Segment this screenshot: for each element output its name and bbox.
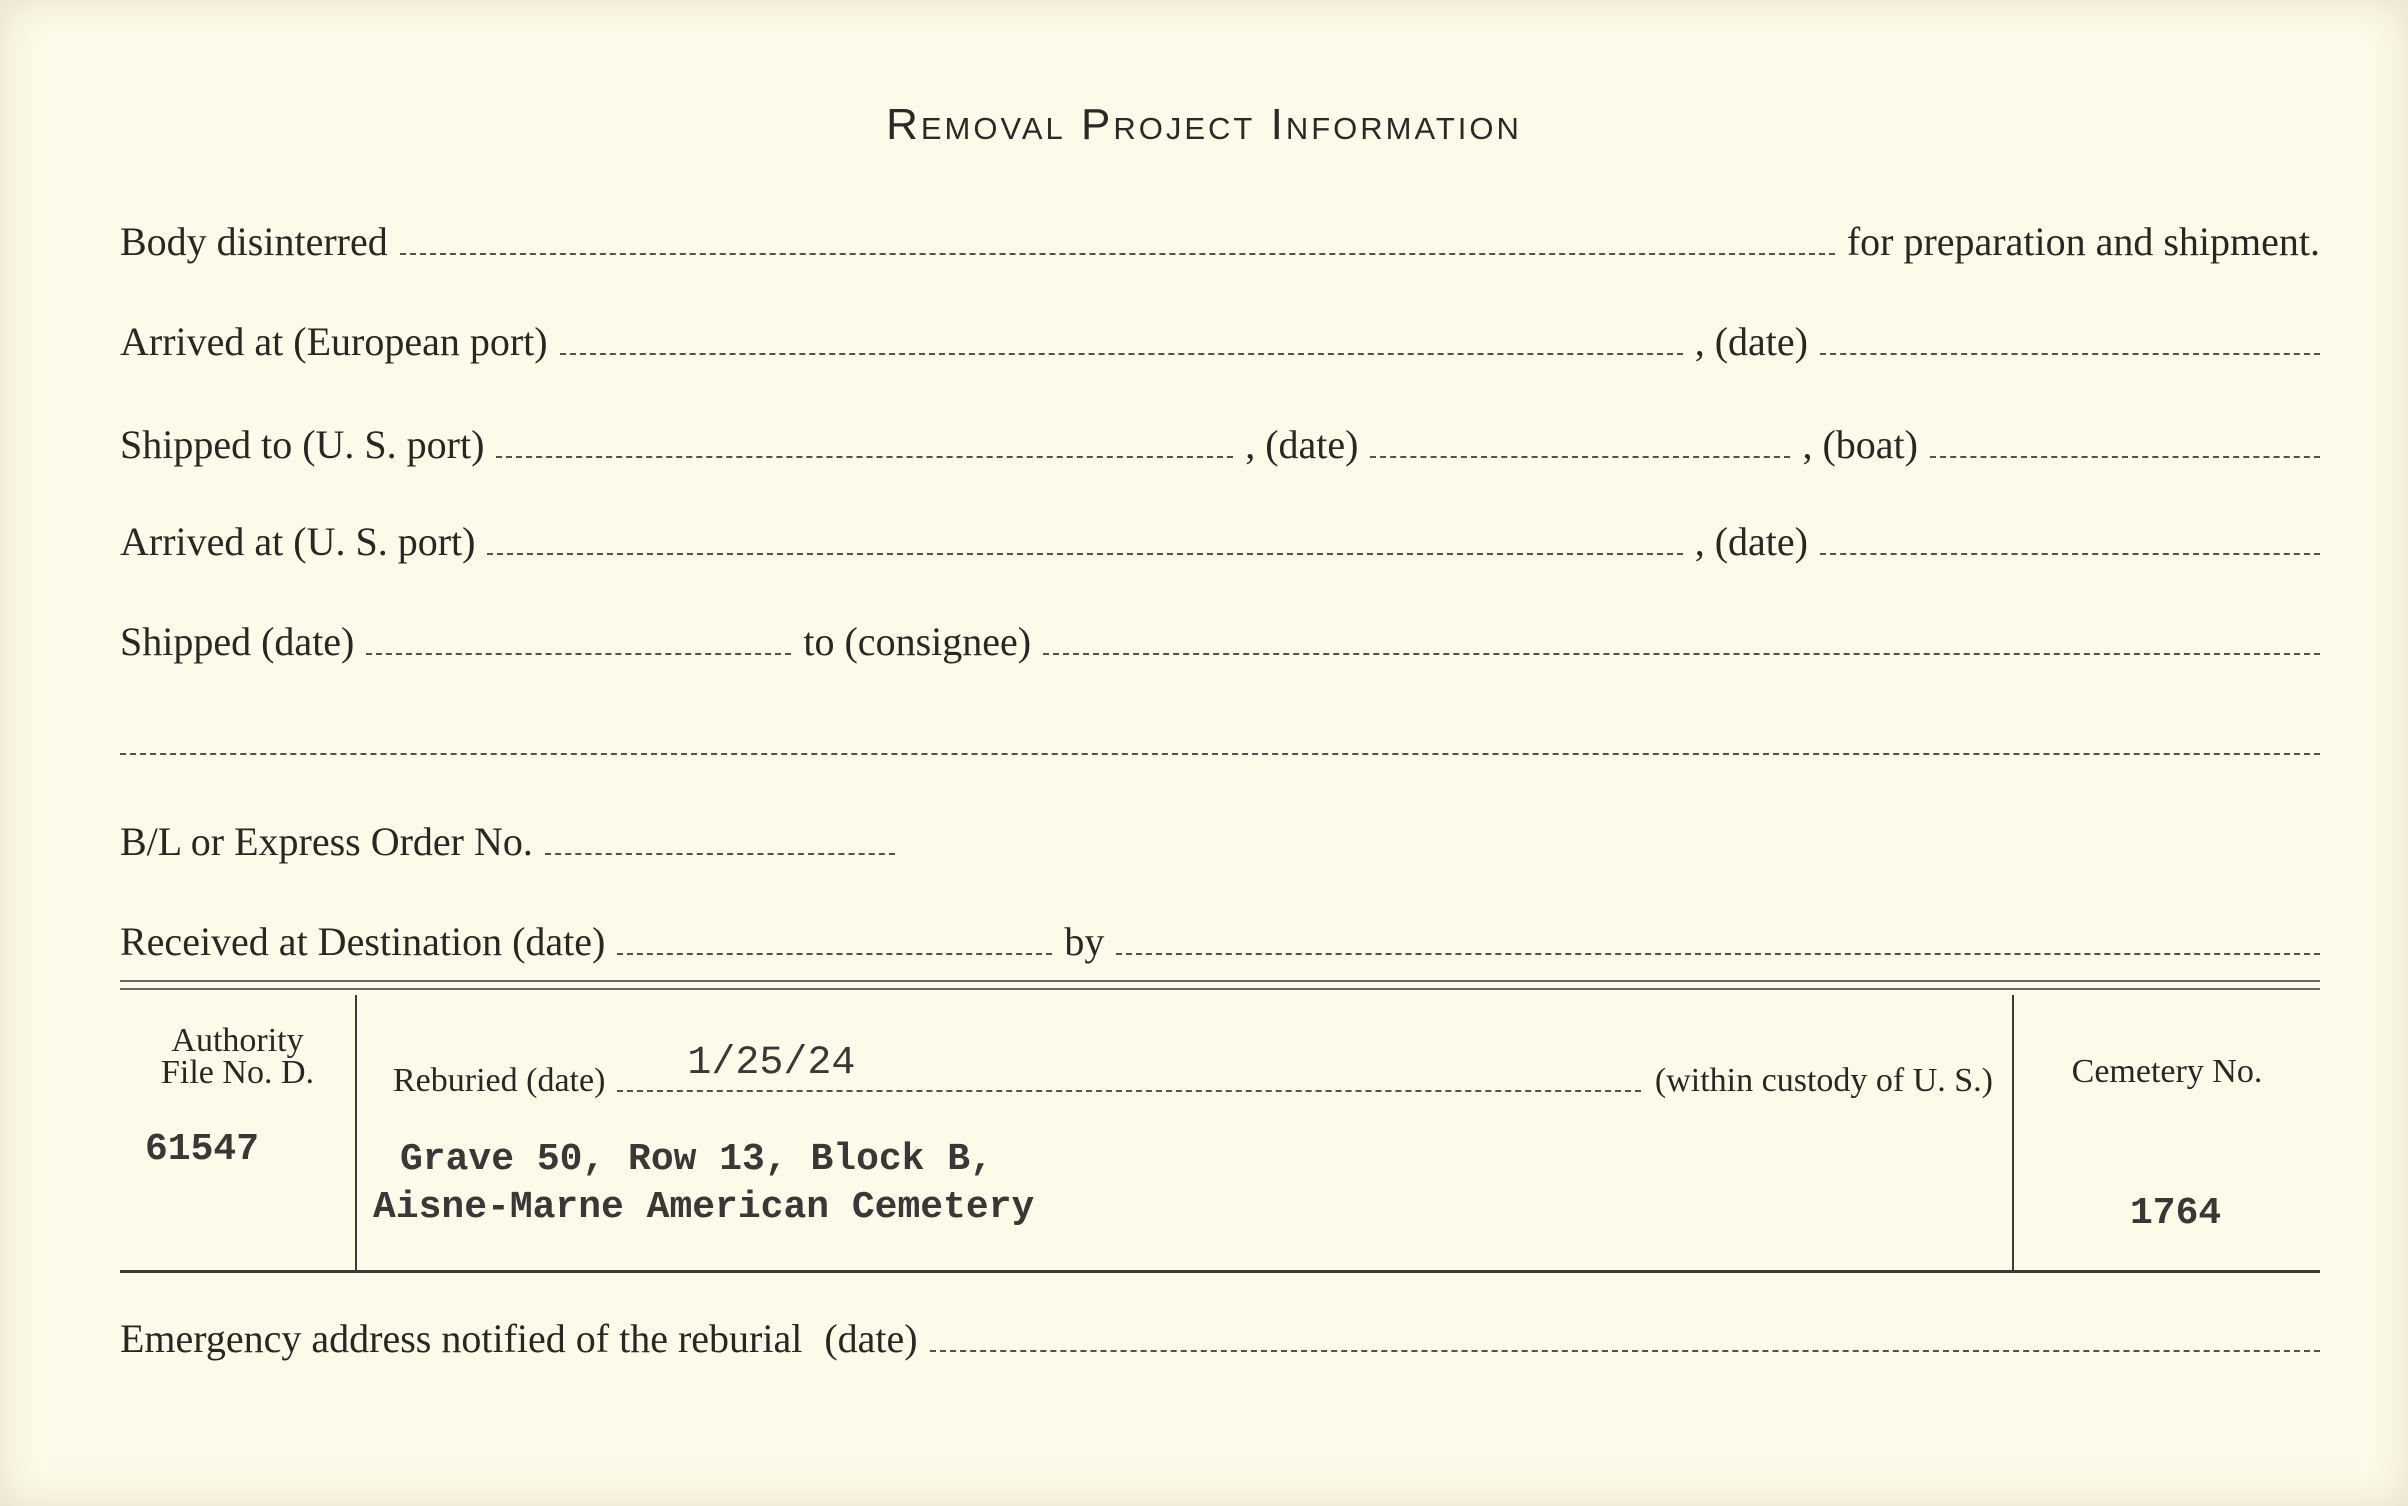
shipped-date-value-field[interactable] (366, 653, 791, 655)
grave-location-line-1: Grave 50, Row 13, Block B, (400, 1138, 993, 1181)
shipped-to-us-label: Shipped to (U. S. port) (120, 422, 485, 467)
arrived-european-row (120, 315, 2320, 365)
european-port-field[interactable] (560, 353, 1683, 355)
cemetery-number-label: Cemetery No. (2071, 1053, 2263, 1090)
shipped-date-field[interactable] (1370, 456, 1790, 458)
received-date-field[interactable] (617, 953, 1052, 955)
emergency-label: Emergency address notified of the reburial (120, 1316, 803, 1361)
arrived-us-row (120, 515, 2320, 565)
body-disinterred-row (120, 215, 2320, 265)
authority-label-line-2: File No. D. (161, 1054, 314, 1091)
reburied-date-field[interactable] (617, 1041, 1641, 1092)
shipped-consignee-row (120, 615, 2320, 665)
date-label-arrived-us: , (date) (1694, 519, 1808, 564)
received-destination-label: Received at Destination (date) (120, 919, 606, 964)
authority-file-number: 61547 (145, 1128, 260, 1171)
received-destination-row (120, 915, 2320, 965)
received-by-field[interactable] (1116, 953, 2320, 955)
arrived-us-date-field[interactable] (1820, 553, 2320, 555)
boat-label: , (boat) (1802, 422, 1918, 467)
reburied-label: Reburied (date) (393, 1062, 606, 1099)
date-label-shipped: , (date) (1245, 422, 1359, 467)
reburied-date-value: 1/25/24 (687, 1041, 856, 1086)
box-bottom-rule (120, 1270, 2320, 1273)
authority-label-line-1: Authority (171, 1022, 304, 1059)
consignee-field[interactable] (1043, 653, 2320, 655)
consignee-continuation-row (120, 715, 2320, 765)
emergency-date-label: (date) (824, 1316, 918, 1361)
body-disinterred-label: Body disinterred (120, 219, 388, 264)
arrived-european-label: Arrived at (European port) (120, 319, 548, 364)
for-preparation-label: for preparation and shipment. (1846, 219, 2320, 264)
page-title: Removal Project Information (886, 100, 1522, 149)
grave-location-line-2: Aisne-Marne American Cemetery (373, 1186, 1035, 1229)
date-label-european: , (date) (1694, 319, 1808, 364)
by-label: by (1064, 919, 1105, 964)
reburied-row (393, 1040, 1993, 1100)
consignee-continuation-field[interactable] (120, 753, 2320, 755)
arrived-us-label: Arrived at (U. S. port) (120, 519, 476, 564)
box-divider-left (355, 995, 357, 1270)
body-disinterred-field[interactable] (400, 253, 1835, 255)
box-divider-right (2012, 995, 2014, 1270)
custody-label: (within custody of U. S.) (1654, 1062, 1993, 1099)
european-date-field[interactable] (1820, 353, 2320, 355)
arrived-us-port-field[interactable] (487, 553, 1682, 555)
to-consignee-label: to (consignee) (803, 619, 1032, 664)
emergency-date-field[interactable] (930, 1350, 2320, 1352)
bl-express-row (120, 815, 2320, 865)
bl-express-label: B/L or Express Order No. (120, 819, 533, 864)
authority-label (120, 1022, 355, 1091)
box-top-rule (120, 980, 2320, 982)
shipped-date-label: Shipped (date) (120, 619, 355, 664)
us-port-field[interactable] (496, 456, 1233, 458)
emergency-row (120, 1312, 2320, 1362)
bl-express-field[interactable] (545, 853, 895, 855)
boat-field[interactable] (1930, 456, 2320, 458)
shipped-to-us-row (120, 418, 2320, 468)
cemetery-number-value: 1764 (2130, 1192, 2222, 1235)
